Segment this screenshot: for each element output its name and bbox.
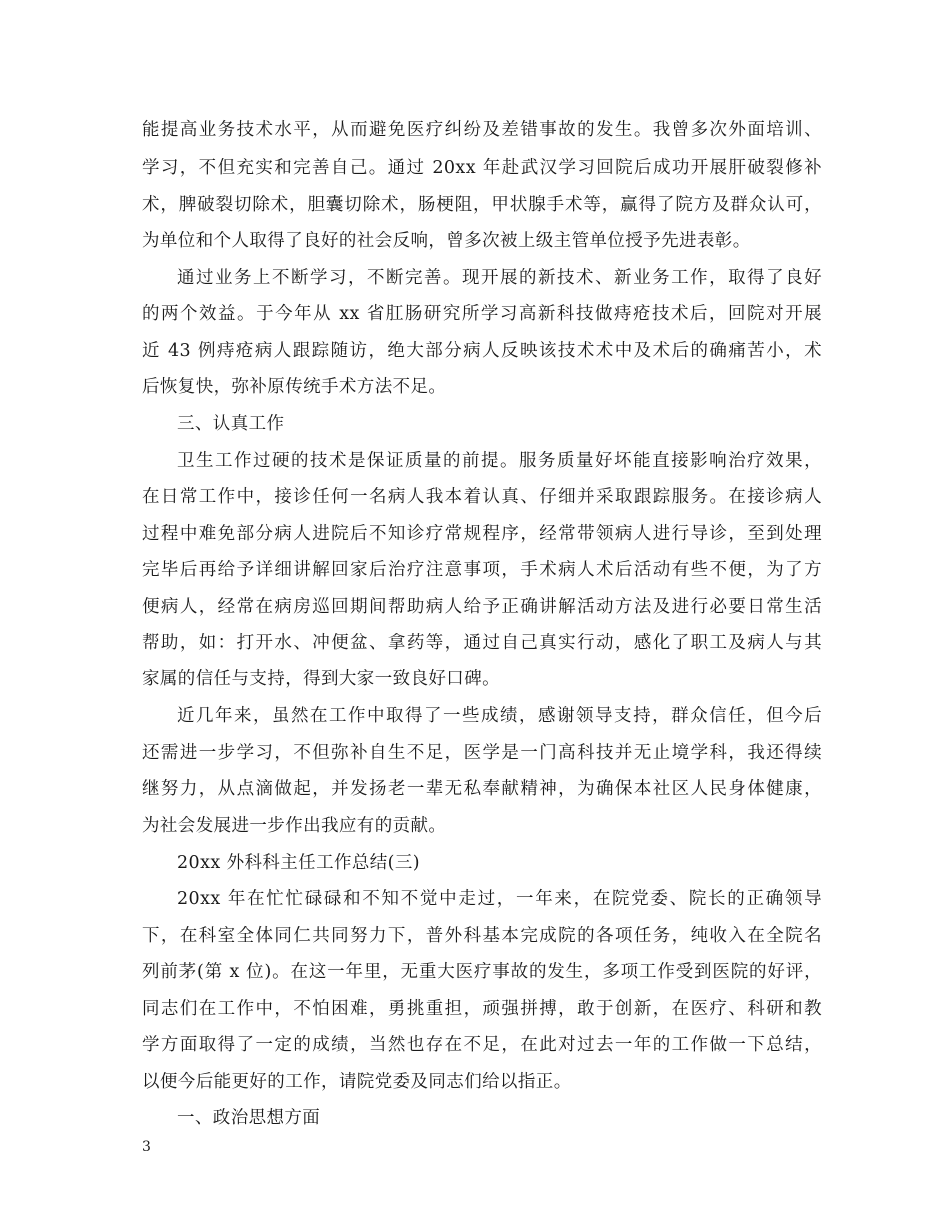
page-number: 3 bbox=[142, 1139, 151, 1155]
text-line: 在日常工作中，接诊任何一名病人我本着认真、仔细并采取跟踪服务。在接诊病人 bbox=[142, 487, 822, 507]
text-line: 列前茅(第 x 位)。在这一年里，无重大医疗事故的发生，多项工作受到医院的好评， bbox=[142, 962, 822, 982]
text-line: 继努力，从点滴做起，并发扬老一辈无私奉献精神，为确保本社区人民身体健康， bbox=[142, 779, 822, 799]
text-line: 同志们在工作中，不怕困难，勇挑重担，顽强拼搏，敢于创新，在医疗、科研和教 bbox=[142, 999, 822, 1019]
text-line: 近 43 例痔疮病人跟踪随访，绝大部分病人反映该技术术中及术后的确痛苦小，术 bbox=[142, 341, 822, 361]
text-line: 过程中难免部分病人进院后不知诊疗常规程序，经常带领病人进行导诊，至到处理 bbox=[142, 524, 822, 544]
text-line: 家属的信任与支持，得到大家一致良好口碑。 bbox=[142, 669, 500, 689]
text-line: 便病人，经常在病房巡回期间帮助病人给予正确讲解活动方法及进行必要日常生活 bbox=[142, 597, 822, 617]
text-line: 的两个效益。于今年从 xx 省肛肠研究所学习高新科技做痔疮技术后，回院对开展 bbox=[142, 304, 822, 324]
text-line: 还需进一步学习，不但弥补自生不足，医学是一门高科技并无止境学科，我还得续 bbox=[142, 743, 822, 763]
paragraph-first-line: 卫生工作过硬的技术是保证质量的前提。服务质量好坏能直接影响治疗效果， bbox=[177, 451, 822, 471]
section-heading: 三、认真工作 bbox=[177, 414, 285, 434]
text-line: 完毕后再给予详细讲解回家后治疗注意事项，手术病人术后活动有些不便，为了方 bbox=[142, 560, 822, 580]
text-line: 帮助，如：打开水、冲便盆、拿药等，通过自己真实行动，感化了职工及病人与其 bbox=[142, 633, 822, 653]
paragraph-first-line: 20xx 年在忙忙碌碌和不知不觉中走过，一年来，在院党委、院长的正确领导 bbox=[177, 889, 822, 909]
text-line: 能提高业务技术水平，从而避免医疗纠纷及差错事故的发生。我曾多次外面培训、 bbox=[142, 120, 822, 140]
paragraph-first-line: 近几年来，虽然在工作中取得了一些成绩，感谢领导支持，群众信任，但今后 bbox=[177, 706, 822, 726]
paragraph-first-line: 通过业务上不断学习，不断完善。现开展的新技术、新业务工作，取得了良好 bbox=[177, 268, 822, 288]
text-line: 下，在科室全体同仁共同努力下，普外科基本完成院的各项任务，纯收入在全院名 bbox=[142, 926, 822, 946]
text-line: 为社会发展进一步作出我应有的贡献。 bbox=[142, 816, 447, 836]
text-line: 为单位和个人取得了良好的社会反响，曾多次被上级主管单位授予先进表彰。 bbox=[142, 231, 751, 251]
section-heading: 一、政治思想方面 bbox=[177, 1108, 321, 1128]
text-line: 以便今后能更好的工作，请院党委及同志们给以指正。 bbox=[142, 1072, 572, 1092]
document-subtitle: 20xx 外科科主任工作总结(三) bbox=[177, 853, 421, 873]
text-line: 学习，不但充实和完善自己。通过 20xx 年赴武汉学习回院后成功开展肝破裂修补 bbox=[142, 158, 822, 178]
text-line: 术，脾破裂切除术，胆囊切除术，肠梗阻，甲状腺手术等，赢得了院方及群众认可， bbox=[142, 195, 822, 215]
text-line: 学方面取得了一定的成绩，当然也存在不足，在此对过去一年的工作做一下总结， bbox=[142, 1035, 822, 1055]
text-line: 后恢复快，弥补原传统手术方法不足。 bbox=[142, 377, 447, 397]
